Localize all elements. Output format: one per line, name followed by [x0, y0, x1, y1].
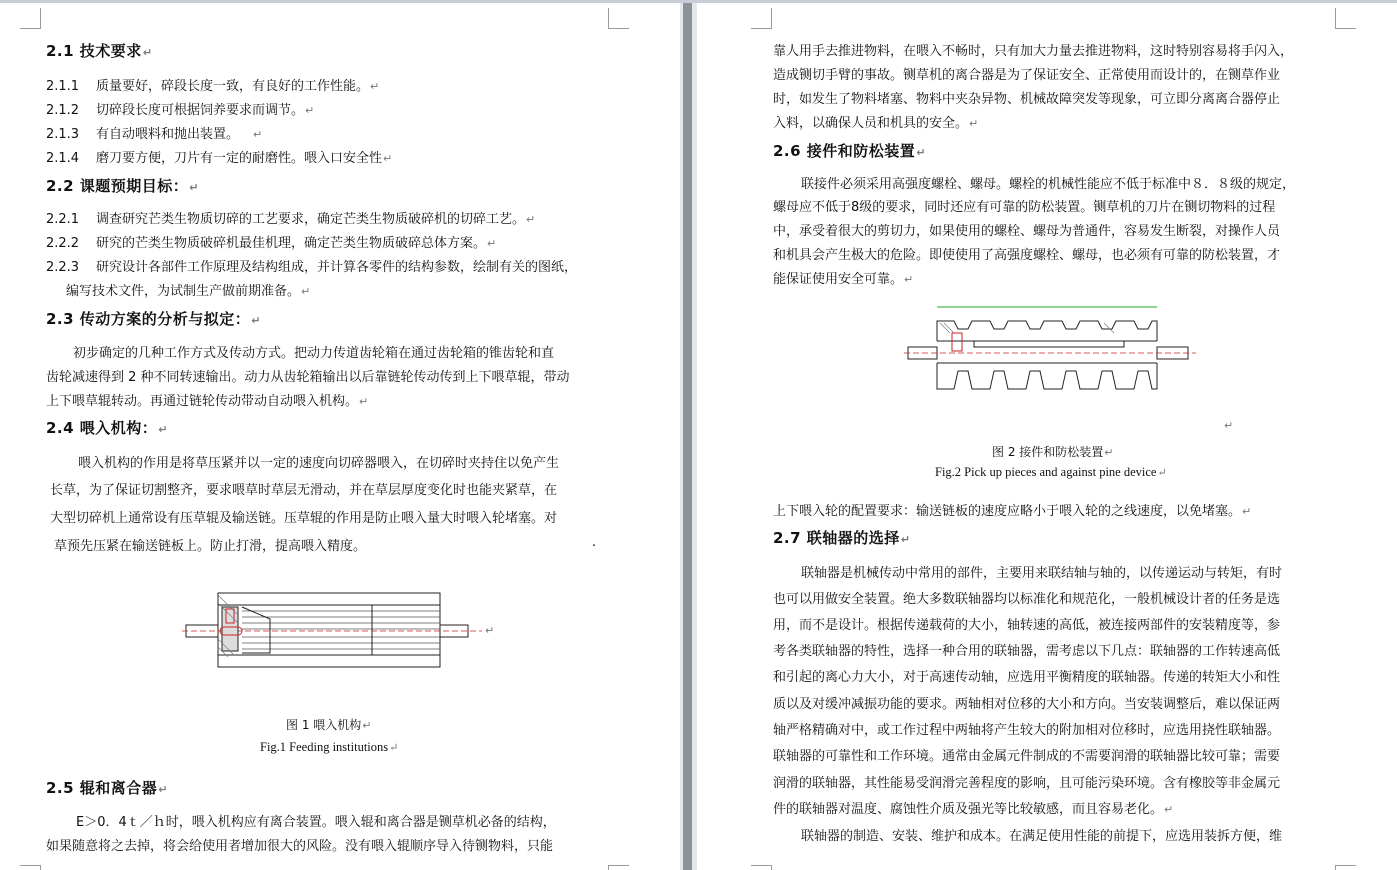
body-line: 考各类联轴器的特性，选择一种合用的联轴器，需考虑以下几点：联轴器的工作转速高低 — [773, 644, 1281, 659]
body-line: 能保证使用安全可靠。↵ — [773, 272, 914, 287]
body-line: 件的联轴器对温度、腐蚀性介质及强光等比较敏感，而且容易老化。↵ — [773, 802, 1174, 817]
body-line: 长草，为了保证切割整齐，要求喂草时草层无滑动，并在草层厚度变化时也能夹紧草，在 — [50, 483, 558, 498]
body-line: 润滑的联轴器，其性能易受润滑完善程度的影响，且可能污染环境。含有橡胶等非金属元 — [773, 776, 1281, 791]
list-item-continuation: 编写技术文件，为试制生产做前期准备。↵ — [66, 284, 311, 299]
margin-corner-mark — [608, 865, 629, 870]
body-line: 靠人用手去推进物料，在喂入不畅时，只有加大力量去推进物料，这时特别容易将手闪入， — [773, 44, 1294, 59]
figure-2-fasteners-drawing — [904, 301, 1196, 395]
body-line: 草预先压紧在输送链板上。防止打滑，提高喂入精度。 — [54, 539, 367, 554]
document-page-right — [697, 3, 1397, 870]
body-line: 联轴器是机械传动中常用的部件，主要用来联结轴与轴的，以传递运动与转矩，有时 — [801, 566, 1283, 581]
body-line: 初步确定的几种工作方式及传动方式。把动力传道齿轮箱在通过齿轮箱的锥齿轮和直 — [73, 346, 555, 361]
body-line: 联接件必须采用高强度螺栓、螺母。螺栓的机械性能应不低于标准中８．８级的规定， — [801, 177, 1296, 192]
body-line: 轴严格精确对中，或工作过程中两轴将产生较大的附加相对位移时，应选用挠性联轴器。 — [773, 723, 1281, 738]
figure-1-caption-cn: 图 1 喂入机构↵ — [286, 718, 372, 732]
page-gutter — [680, 3, 697, 870]
body-line: 喂入机构的作用是将草压紧并以一定的速度向切碎器喂入，在切碎时夹持住以免产生 — [78, 456, 560, 471]
figure-1-caption-en: Fig.1 Feeding institutions↵ — [260, 740, 399, 754]
body-line: 和引起的离心力大小，对于高速传动轴，应选用平衡精度的联轴器。传递的转矩大小和性 — [773, 670, 1281, 685]
body-line: 大型切碎机上通常设有压草辊及输送链。压草辊的作用是防止喂入量大时喂入轮堵塞。对 — [50, 511, 558, 526]
list-item: 2.2.3 研究设计各部件工作原理及结构组成，并计算各零件的结构参数，绘制有关的图纸， — [46, 260, 578, 275]
document-page-left — [0, 3, 680, 870]
body-line: 和机具会产生极大的危险。即使使用了高强度螺栓、螺母，也必须有可靠的防松装置，才 — [773, 248, 1281, 263]
paragraph-mark: ↵ — [1224, 419, 1234, 432]
margin-corner-mark — [751, 865, 772, 870]
margin-corner-mark — [608, 8, 629, 29]
body-line: 造成铡切手臂的事故。铡草机的离合器是为了保证安全、正常使用而设计的，在铡草作业 — [773, 68, 1281, 83]
margin-corner-mark — [751, 8, 772, 29]
body-line: 齿轮减速得到 2 种不同转速输出。动力从齿轮箱输出以后靠链轮传动传到上下喂草辊，带动 — [46, 370, 570, 385]
body-line: 中，承受着很大的剪切力，如果使用的螺栓、螺母为普通件，容易发生断裂，对操作人员 — [773, 224, 1281, 239]
body-line: 上下喂草辊转动。再通过链轮传动带动自动喂入机构。↵ — [46, 394, 369, 409]
section-heading-2-3: 2.3 传动方案的分析与拟定：↵ — [46, 310, 262, 328]
list-item: 2.1.3 有自动喂料和抛出装置。 ↵ — [46, 127, 263, 142]
body-line: 质以及对缓冲减振功能的要求。两轴相对位移的大小和方向。当安装调整后，难以保证两 — [773, 697, 1281, 712]
section-heading-2-6: 2.6 接件和防松装置↵ — [773, 142, 927, 160]
section-heading-2-7: 2.7 联轴器的选择↵ — [773, 529, 911, 547]
body-line: 如果随意将之去掉，将会给使用者增加很大的风险。没有喂入辊顺序导入待铡物料，只能 — [46, 839, 554, 854]
body-line: 用，而不是设计。根据传递载荷的大小，轴转速的高低，被连接两部件的安装精度等，参 — [773, 618, 1281, 633]
figure-1-feeding-mechanism — [182, 587, 502, 673]
section-heading-2-5: 2.5 辊和离合器↵ — [46, 779, 169, 797]
figure-2-caption-en: Fig.2 Pick up pieces and against pine device↵ — [935, 465, 1167, 479]
list-item: 2.2.2 研究的芒类生物质破碎机最佳机理，确定芒类生物质破碎总体方案。↵ — [46, 236, 497, 251]
body-line: 也可以用做安全装置。绝大多数联轴器均以标准化和规范化，一般机械设计者的任务是选 — [773, 592, 1281, 607]
list-item: 2.2.1 调查研究芒类生物质切碎的工艺要求，确定芒类生物质破碎机的切碎工艺。↵ — [46, 212, 536, 227]
section-heading-2-4: 2.4 喂入机构：↵ — [46, 419, 169, 437]
margin-corner-mark — [20, 8, 41, 29]
section-heading-2-2: 2.2 课题预期目标：↵ — [46, 177, 200, 195]
body-line: 联轴器的可靠性和工作环境。通常由金属元件制成的不需要润滑的联轴器比较可靠；需要 — [773, 749, 1281, 764]
list-item: 2.1.4 磨刀要方便，刀片有一定的耐磨性。喂入口安全性↵ — [46, 151, 393, 166]
trailing-dot: . — [592, 535, 597, 550]
list-item: 2.1.1 质量要好，碎段长度一致，有良好的工作性能。↵ — [46, 79, 380, 94]
section-heading-2-1: 2.1 技术要求↵ — [46, 42, 153, 60]
body-line: 螺母应不低于8级的要求，同时还应有可靠的防松装置。铡草机的刀片在铡切物料的过程 — [773, 200, 1276, 215]
paragraph-mark: ↵ — [485, 624, 495, 637]
margin-corner-mark — [1335, 865, 1356, 870]
body-line: 联轴器的制造、安装、维护和成本。在满足使用性能的前提下，应选用装拆方便，维 — [801, 829, 1283, 844]
body-line: E＞0．4ｔ／ｈ时，喂入机构应有离合装置。喂入辊和离合器是铡草机必备的结构， — [76, 815, 556, 830]
body-line: 时，如发生了物料堵塞、物料中夹杂异物、机械故障突发等现象，可立即分离离合器停止 — [773, 92, 1281, 107]
margin-corner-mark — [1335, 8, 1356, 29]
margin-corner-mark — [20, 865, 41, 870]
figure-2-caption-cn: 图 2 接件和防松装置↵ — [992, 445, 1114, 459]
body-line: 上下喂入轮的配置要求：输送链板的速度应略小于喂入轮的之线速度，以免堵塞。↵ — [773, 504, 1252, 519]
body-line: 入料，以确保人员和机具的安全。↵ — [773, 116, 979, 131]
list-item: 2.1.2 切碎段长度可根据饲养要求而调节。↵ — [46, 103, 315, 118]
